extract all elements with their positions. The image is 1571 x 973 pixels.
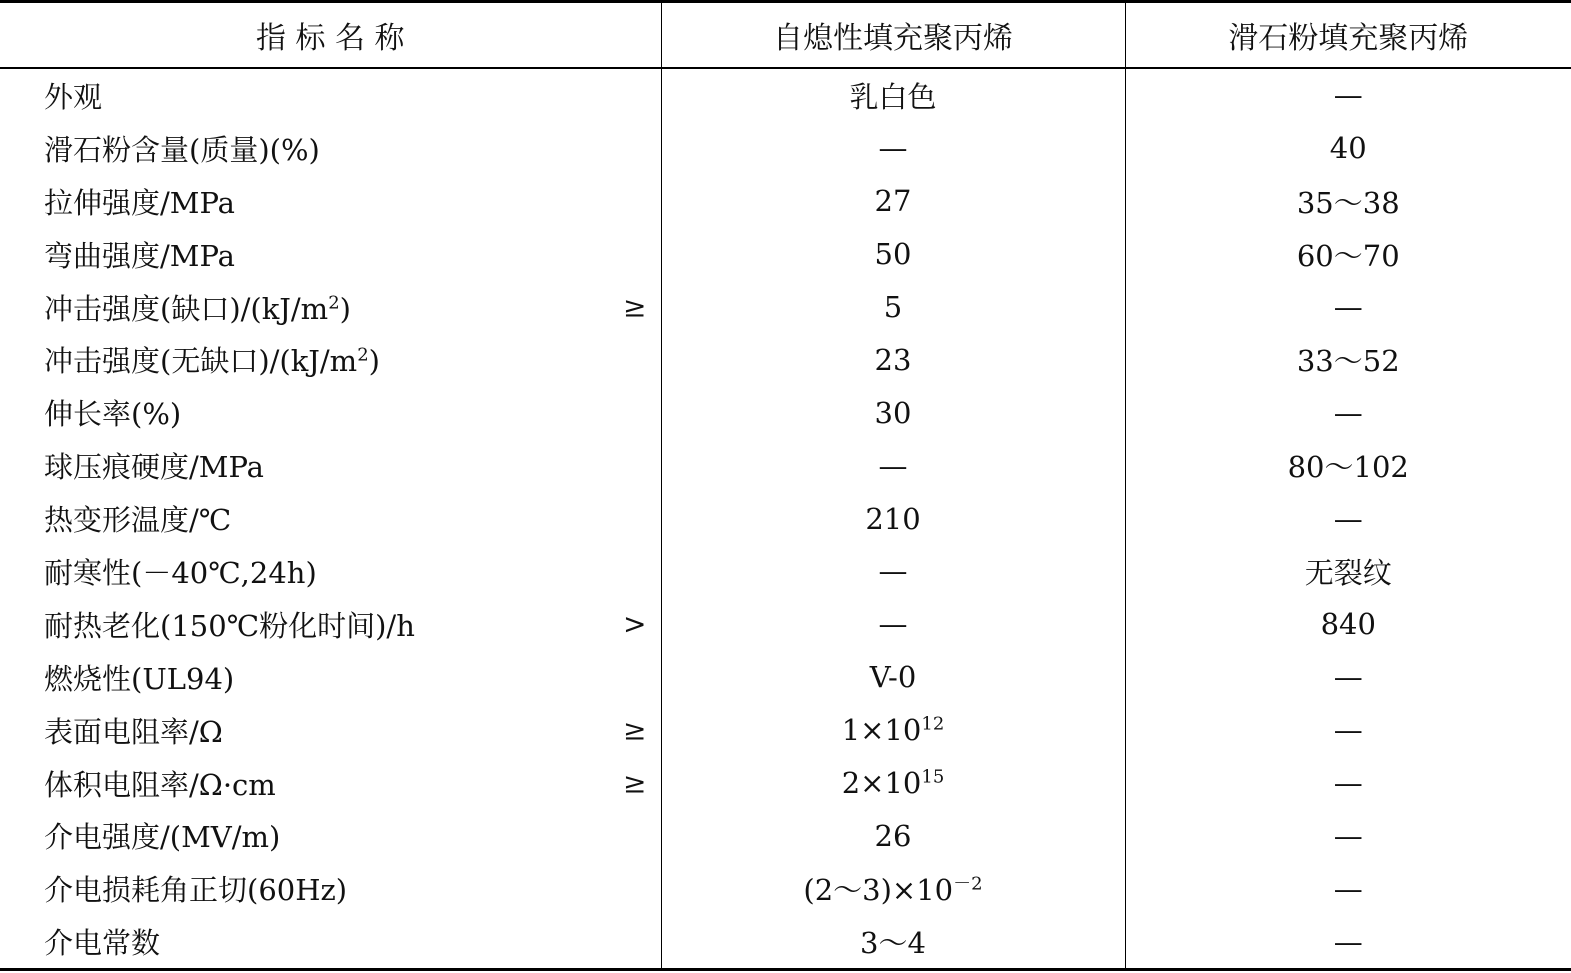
property-name-cell: [0, 915, 661, 969]
property-name-cell: [0, 122, 661, 175]
property-name: 耐寒性(－40℃,24h): [44, 555, 317, 590]
table-row: [0, 122, 1571, 175]
property-name-cell: [0, 175, 661, 228]
property-name: 拉伸强度/MPa: [44, 185, 235, 220]
self-extinguishing-pp-value: 23: [874, 342, 912, 377]
table-row: [0, 915, 1571, 969]
property-name-cell: [0, 439, 661, 492]
property-name-cell: [0, 281, 661, 334]
self-extinguishing-pp-value-cell: [661, 122, 1125, 175]
self-extinguishing-pp-value: 1×10: [841, 713, 922, 748]
self-extinguishing-pp-value-cell: [661, 651, 1125, 704]
property-name-superscript: 2: [357, 344, 369, 366]
talc-filled-pp-value: 无裂纹: [1304, 555, 1392, 590]
property-name: 介电常数: [44, 926, 161, 961]
self-extinguishing-pp-value-cell: [661, 704, 1125, 757]
self-extinguishing-pp-value: —: [878, 554, 908, 589]
talc-filled-pp-value: 40: [1329, 131, 1367, 166]
self-extinguishing-pp-value: 2×10: [841, 766, 922, 801]
property-name: 滑石粉含量(质量)(%): [44, 132, 320, 167]
property-name-cell: [0, 492, 661, 545]
self-extinguishing-pp-value-cell: [661, 492, 1125, 545]
talc-filled-pp-value-cell: [1125, 809, 1571, 862]
self-extinguishing-pp-value-cell: [661, 809, 1125, 862]
qualifier-symbol: >: [623, 607, 647, 641]
talc-filled-pp-value-cell: [1125, 68, 1571, 122]
self-extinguishing-pp-value-cell: [661, 439, 1125, 492]
property-name-cell: [0, 757, 661, 810]
property-name-tail: ): [339, 291, 351, 326]
property-name: 伸长率(%): [44, 397, 182, 432]
table-row: [0, 228, 1571, 281]
self-extinguishing-pp-value: —: [878, 131, 908, 166]
property-name: 球压痕硬度/MPa: [44, 450, 264, 485]
talc-filled-pp-value: —: [1333, 501, 1363, 536]
talc-filled-pp-value-cell: [1125, 598, 1571, 651]
talc-filled-pp-value: 33～52: [1296, 344, 1400, 379]
self-extinguishing-pp-value: —: [878, 607, 908, 642]
self-extinguishing-pp-value: —: [878, 448, 908, 483]
property-name-cell: [0, 545, 661, 598]
property-name: 体积电阻率/Ω·cm: [44, 767, 276, 802]
talc-filled-pp-value-cell: [1125, 175, 1571, 228]
self-extinguishing-pp-value-cell: [661, 757, 1125, 810]
property-name: 介电损耗角正切(60Hz): [44, 873, 348, 908]
property-name-cell: [0, 68, 661, 122]
talc-filled-pp-value-cell: [1125, 651, 1571, 704]
table-row: [0, 386, 1571, 439]
property-name-cell: [0, 651, 661, 704]
qualifier-symbol: ≥: [623, 290, 647, 324]
talc-filled-pp-value: —: [1333, 290, 1363, 324]
table-row: [0, 545, 1571, 598]
table-row: [0, 757, 1571, 810]
talc-filled-pp-value: —: [1333, 713, 1363, 748]
self-extinguishing-pp-value-cell: [661, 915, 1125, 969]
self-extinguishing-pp-value: V-0: [869, 660, 917, 695]
self-extinguishing-pp-value-cell: [661, 598, 1125, 651]
talc-filled-pp-value-cell: [1125, 757, 1571, 810]
talc-filled-pp-value-cell: [1125, 386, 1571, 439]
self-extinguishing-pp-value: 3～4: [860, 926, 926, 961]
property-name-cell: [0, 228, 661, 281]
talc-filled-pp-value: —: [1333, 395, 1363, 430]
property-name-cell: [0, 704, 661, 757]
property-name: 介电强度/(MV/m): [44, 820, 281, 855]
self-extinguishing-pp-value: (2～3)×10: [803, 873, 954, 908]
self-extinguishing-pp-value: 50: [874, 237, 912, 272]
talc-filled-pp-value: 60～70: [1296, 238, 1400, 273]
talc-filled-pp-value: 840: [1320, 607, 1376, 642]
qualifier-symbol: ≥: [623, 713, 647, 747]
table-body: [0, 68, 1571, 970]
self-extinguishing-pp-value-cell: [661, 281, 1125, 334]
property-name: 热变形温度/℃: [44, 503, 232, 538]
property-name: 表面电阻率/Ω: [44, 714, 223, 749]
talc-filled-pp-value: —: [1333, 871, 1363, 906]
self-extinguishing-pp-value: 30: [874, 395, 912, 430]
talc-filled-pp-value-cell: [1125, 439, 1571, 492]
property-name-tail: ): [368, 344, 380, 379]
property-name: 冲击强度(缺口)/(kJ/m: [44, 291, 329, 326]
self-extinguishing-pp-value-cell: [661, 175, 1125, 228]
value-exponent: 15: [921, 766, 945, 788]
self-extinguishing-pp-value: 乳白色: [849, 79, 937, 114]
property-name-superscript: 2: [328, 291, 340, 313]
table-row: [0, 651, 1571, 704]
property-name: 外观: [44, 79, 103, 114]
property-name: 弯曲强度/MPa: [44, 238, 235, 273]
property-name-cell: [0, 386, 661, 439]
self-extinguishing-pp-value-cell: [661, 228, 1125, 281]
table-row: [0, 68, 1571, 122]
value-exponent: 12: [921, 713, 945, 735]
header-talc-filled-pp: 滑石粉填充聚丙烯: [1125, 2, 1571, 69]
property-name: 冲击强度(无缺口)/(kJ/m: [44, 344, 358, 379]
property-name: 耐热老化(150℃粉化时间)/h: [44, 608, 415, 643]
self-extinguishing-pp-value: 5: [883, 290, 903, 324]
talc-filled-pp-value: —: [1333, 660, 1363, 695]
table-row: [0, 809, 1571, 862]
property-name-cell: [0, 862, 661, 915]
talc-filled-pp-value-cell: [1125, 915, 1571, 969]
table-row: [0, 175, 1571, 228]
header-property-name: 指 标 名 称: [0, 2, 661, 69]
self-extinguishing-pp-value: 27: [874, 184, 912, 219]
talc-filled-pp-value-cell: [1125, 281, 1571, 334]
table-row: [0, 492, 1571, 545]
talc-filled-pp-value-cell: [1125, 333, 1571, 386]
talc-filled-pp-value: —: [1333, 924, 1363, 959]
table-row: [0, 333, 1571, 386]
self-extinguishing-pp-value: 26: [874, 818, 912, 853]
talc-filled-pp-value: —: [1333, 818, 1363, 853]
talc-filled-pp-value-cell: [1125, 545, 1571, 598]
property-name-cell: [0, 809, 661, 862]
table-row: [0, 704, 1571, 757]
talc-filled-pp-value-cell: [1125, 228, 1571, 281]
self-extinguishing-pp-value-cell: [661, 862, 1125, 915]
talc-filled-pp-value: 35～38: [1296, 185, 1400, 220]
table-row: [0, 598, 1571, 651]
table-row: [0, 862, 1571, 915]
property-name-cell: [0, 333, 661, 386]
table-header-row: [0, 2, 1571, 69]
talc-filled-pp-value: —: [1333, 766, 1363, 801]
property-name-cell: [0, 598, 661, 651]
talc-filled-pp-value: 80～102: [1287, 450, 1409, 485]
talc-filled-pp-value-cell: [1125, 122, 1571, 175]
value-exponent: －2: [953, 873, 983, 895]
talc-filled-pp-value-cell: [1125, 862, 1571, 915]
qualifier-symbol: ≥: [623, 766, 647, 800]
self-extinguishing-pp-value-cell: [661, 545, 1125, 598]
talc-filled-pp-value-cell: [1125, 704, 1571, 757]
talc-filled-pp-value: —: [1333, 78, 1363, 113]
talc-filled-pp-value-cell: [1125, 492, 1571, 545]
table-row: [0, 439, 1571, 492]
property-name: 燃烧性(UL94): [44, 661, 235, 696]
header-self-extinguishing-pp: 自熄性填充聚丙烯: [661, 2, 1125, 69]
self-extinguishing-pp-value-cell: [661, 386, 1125, 439]
self-extinguishing-pp-value: 210: [865, 501, 921, 536]
self-extinguishing-pp-value-cell: [661, 333, 1125, 386]
table-row: [0, 281, 1571, 334]
self-extinguishing-pp-value-cell: [661, 68, 1125, 122]
